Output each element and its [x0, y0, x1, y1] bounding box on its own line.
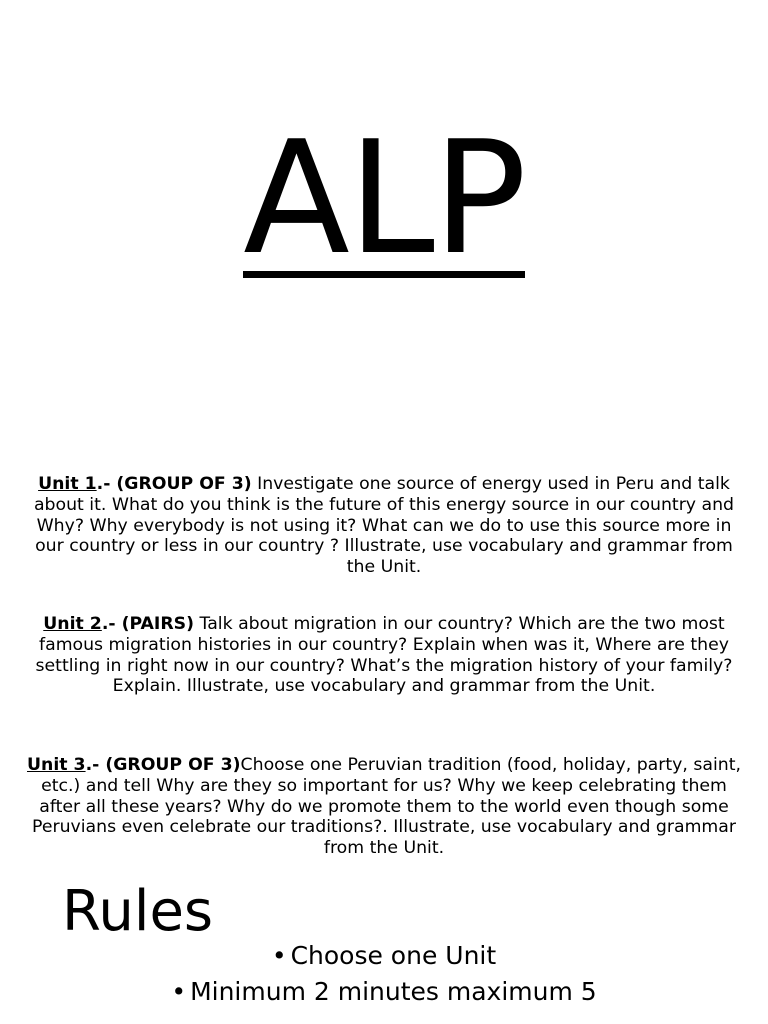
unit-2-label: Unit 2	[43, 614, 102, 634]
unit-2-paragraph	[26, 614, 742, 697]
unit-2-description: Talk about migration in our country? Which are the two most famous migration histories in our country? Explain when was it, Where are they settling in right now in our country? What’s the migration history of your family? Explain. Illustrate, use vocabulary and grammar from the Unit.	[35, 614, 733, 697]
rules-heading: Rules	[62, 879, 214, 944]
rule-item-choose-unit	[0, 938, 768, 974]
unit-3-group: .- (GROUP OF 3)	[85, 755, 241, 775]
unit-1-group: .- (GROUP OF 3)	[96, 474, 252, 494]
unit-2-heading	[43, 614, 194, 634]
rule-item-text: Minimum 2 minutes maximum 5	[190, 977, 597, 1006]
unit-1-description: Investigate one source of energy used in Peru and talk about it. What do you think is the future of this energy source in our country and Why? Why everybody is not using it? What can we do to use this source more in our country or less in our country ? Illustrate, use vocabulary and grammar from the Unit.	[33, 474, 735, 578]
unit-1-heading	[38, 474, 252, 494]
page-title	[0, 107, 768, 289]
unit-2-group: .- (PAIRS)	[101, 614, 195, 634]
unit-3-description: Choose one Peruvian tradition (food, holiday, party, saint, etc.) and tell Why are they so important for us? Why we keep celebrating them after all these years? Why do we promote them to the world even though some Peruvians even celebrate our traditions?. Illustrate, use vocabulary and grammar from the Unit.	[32, 755, 741, 859]
unit-3-label: Unit 3	[27, 755, 86, 775]
bullet-icon: •	[271, 941, 287, 970]
unit-1-paragraph	[26, 474, 742, 578]
page-title-text: ALP	[243, 107, 525, 289]
rule-item-duration	[0, 974, 768, 1010]
rule-item-text: Choose one Unit	[290, 941, 497, 970]
unit-3-paragraph	[26, 755, 742, 859]
unit-1-label: Unit 1	[38, 474, 97, 494]
bullet-icon: •	[171, 977, 187, 1006]
rules-list	[0, 938, 768, 1010]
unit-3-heading	[27, 755, 241, 775]
